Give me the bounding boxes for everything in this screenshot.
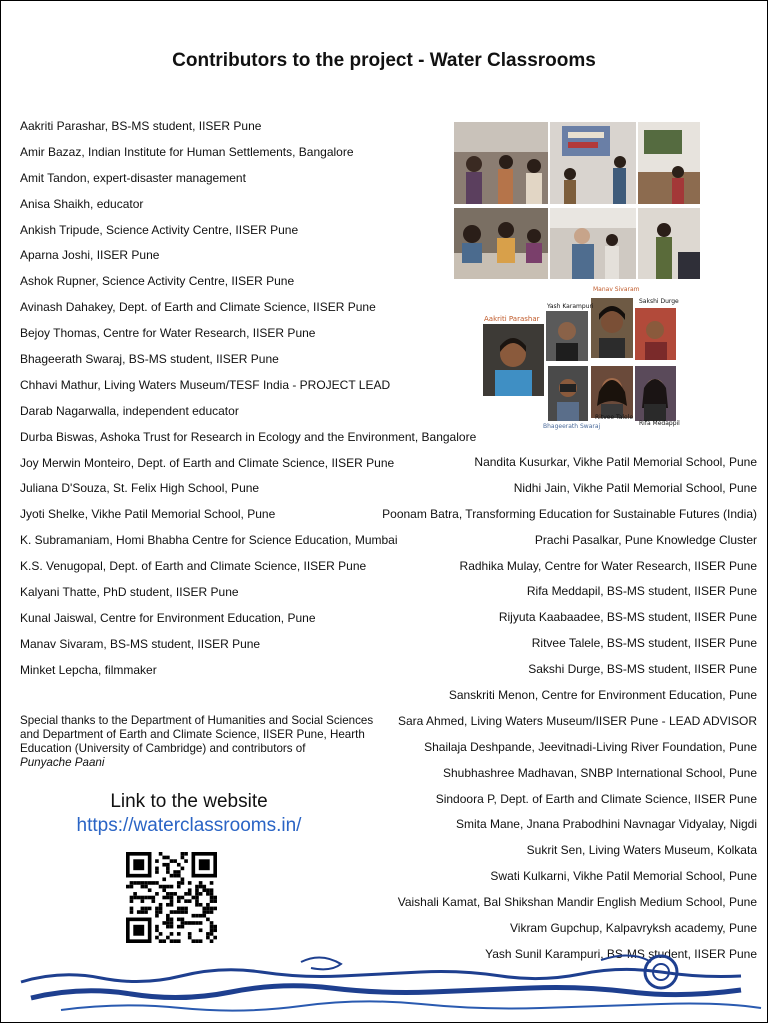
contributor-entry: Sakshi Durge, BS-MS student, IISER Pune <box>528 662 757 677</box>
contributor-entry: Sindoora P, Dept. of Earth and Climate Science, IISER Pune <box>435 791 757 806</box>
special-thanks-italic: Punyache Paani <box>20 756 105 769</box>
qr-code-icon[interactable] <box>126 852 217 943</box>
special-thanks-text: Special thanks to the Department of Humanities and Social Sciences and Department of Earth and Climate Science, IISER Pune, Hearth Education (University of Cambridge) and contributors of <box>20 714 374 755</box>
website-link[interactable]: https://waterclassrooms.in/ <box>76 815 302 836</box>
workshop-photo <box>550 122 636 204</box>
student-team-portraits <box>483 286 683 434</box>
contributor-entry: Anisa Shaikh, educator <box>20 196 144 211</box>
portrait-bhageerath <box>548 366 588 421</box>
contributor-entry: Rijyuta Kaabaadee, BS-MS student, IISER Pune <box>498 610 757 625</box>
contributor-entry: Jyoti Shelke, Vikhe Patil Memorial School, Pune <box>20 507 276 522</box>
contributor-entry: Bhageerath Swaraj, BS-MS student, IISER Pune <box>20 352 279 367</box>
portrait-ritvee <box>591 366 633 418</box>
contributor-entry: Rifa Meddapil, BS-MS student, IISER Pune <box>526 584 757 599</box>
portrait-rifa <box>635 366 676 421</box>
contributor-entry: K.S. Venugopal, Dept. of Earth and Climate Science, IISER Pune <box>20 559 367 574</box>
contributor-entry: Sukrit Sen, Living Waters Museum, Kolkata <box>526 843 757 858</box>
contributor-entry: Minket Lepcha, filmmaker <box>20 662 157 677</box>
contributor-entry: Manav Sivaram, BS-MS student, IISER Pune <box>20 636 261 651</box>
contributor-entry: Bejoy Thomas, Centre for Water Research, IISER Pune <box>20 326 316 341</box>
workshop-photo <box>638 208 700 279</box>
contributor-entry: Ritvee Talele, BS-MS student, IISER Pune <box>531 636 757 651</box>
contributor-entry: Avinash Dahakey, Dept. of Earth and Climate Science, IISER Pune <box>20 300 376 315</box>
page-title: Contributors to the project - Water Classrooms <box>172 50 596 71</box>
contributor-entry: Ashok Rupner, Science Activity Centre, IISER Pune <box>20 274 295 289</box>
contributor-entry: Juliana D'Souza, St. Felix High School, Pune <box>20 481 260 496</box>
workshop-photo <box>454 122 548 204</box>
label-sakshi: Sakshi Durge <box>639 298 679 305</box>
contributor-entry: Amit Tandon, expert-disaster management <box>20 170 246 185</box>
contributors-right-list <box>337 454 757 972</box>
portrait-yash <box>546 311 588 361</box>
portrait-sakshi <box>635 308 676 360</box>
label-manav: Manav Sivaram <box>593 286 640 293</box>
contributor-entry: Ankish Tripude, Science Activity Centre, IISER Pune <box>20 222 299 237</box>
contributor-entry: Vikram Gupchup, Kalpavryksh academy, Pune <box>509 921 757 936</box>
contributor-entry: Prachi Pasalkar, Pune Knowledge Cluster <box>534 532 757 547</box>
portrait-aakriti <box>483 324 544 396</box>
contributor-entry: Sanskriti Menon, Centre for Environment Education, Pune <box>448 688 757 703</box>
contributor-entry: Kunal Jaiswal, Centre for Environment Education, Pune <box>20 610 316 625</box>
contributor-entry: Swati Kulkarni, Vikhe Patil Memorial School, Pune <box>490 869 757 884</box>
contributor-entry: Shailaja Deshpande, Jeevitnadi-Living River Foundation, Pune <box>424 739 757 754</box>
website-link-title: Link to the website <box>110 791 268 812</box>
label-yash: Yash Karampuri <box>547 303 594 310</box>
contributor-entry: Aparna Joshi, IISER Pune <box>20 248 160 263</box>
label-rifa: Rifa Medappil <box>639 420 680 427</box>
contributor-entry: Sara Ahmed, Living Waters Museum/IISER Pune - LEAD ADVISOR <box>397 713 757 728</box>
contributor-entry: Aakriti Parashar, BS-MS student, IISER Pune <box>20 119 262 133</box>
contributor-entry: Nandita Kusurkar, Vikhe Patil Memorial School, Pune <box>474 455 757 469</box>
label-aakriti: Aakriti Parashar <box>484 315 540 323</box>
contributor-entry: Joy Merwin Monteiro, Dept. of Earth and Climate Science, IISER Pune <box>20 455 395 470</box>
workshop-photo <box>550 208 636 279</box>
contributor-entry: Radhika Mulay, Centre for Water Research, IISER Pune <box>459 558 757 573</box>
special-thanks <box>20 714 395 770</box>
contributor-entry: Chhavi Mathur, Living Waters Museum/TESF India - PROJECT LEAD <box>20 377 391 392</box>
contributor-entry: Durba Biswas, Ashoka Trust for Research in Ecology and the Environment, Bangalore <box>20 429 477 444</box>
workshop-photo <box>454 208 548 279</box>
contributor-entry: Shubhashree Madhavan, SNBP International School, Pune <box>443 765 757 780</box>
label-ritvee: Ritvee Talele <box>595 414 634 421</box>
wave-decoration <box>1 942 768 1022</box>
contributor-entry: Nidhi Jain, Vikhe Patil Memorial School, Pune <box>513 480 757 495</box>
contributor-entry: Vaishali Kamat, Bal Shikshan Mandir English Medium School, Pune <box>397 895 757 910</box>
portrait-manav <box>591 298 633 358</box>
workshop-photo <box>638 122 700 204</box>
contributor-entry: Yash Sunil Karampuri, BS-MS student, IISER Pune <box>485 946 757 961</box>
contributor-entry: Darab Nagarwalla, independent educator <box>20 403 239 418</box>
contributor-entry: Smita Mane, Jnana Prabodhini Navnagar Vidyalay, Nigdi <box>455 817 757 832</box>
contributor-entry: Kalyani Thatte, PhD student, IISER Pune <box>20 585 239 600</box>
contributor-entry: Poonam Batra, Transforming Education for Sustainable Futures (India) <box>382 506 757 521</box>
contributor-entry: Amir Bazaz, Indian Institute for Human Settlements, Bangalore <box>20 144 354 159</box>
contributor-entry: K. Subramaniam, Homi Bhabha Centre for Science Education, Mumbai <box>20 533 398 548</box>
label-bhageerath: Bhageerath Swaraj <box>543 423 601 430</box>
workshop-photo-collage <box>454 122 700 279</box>
